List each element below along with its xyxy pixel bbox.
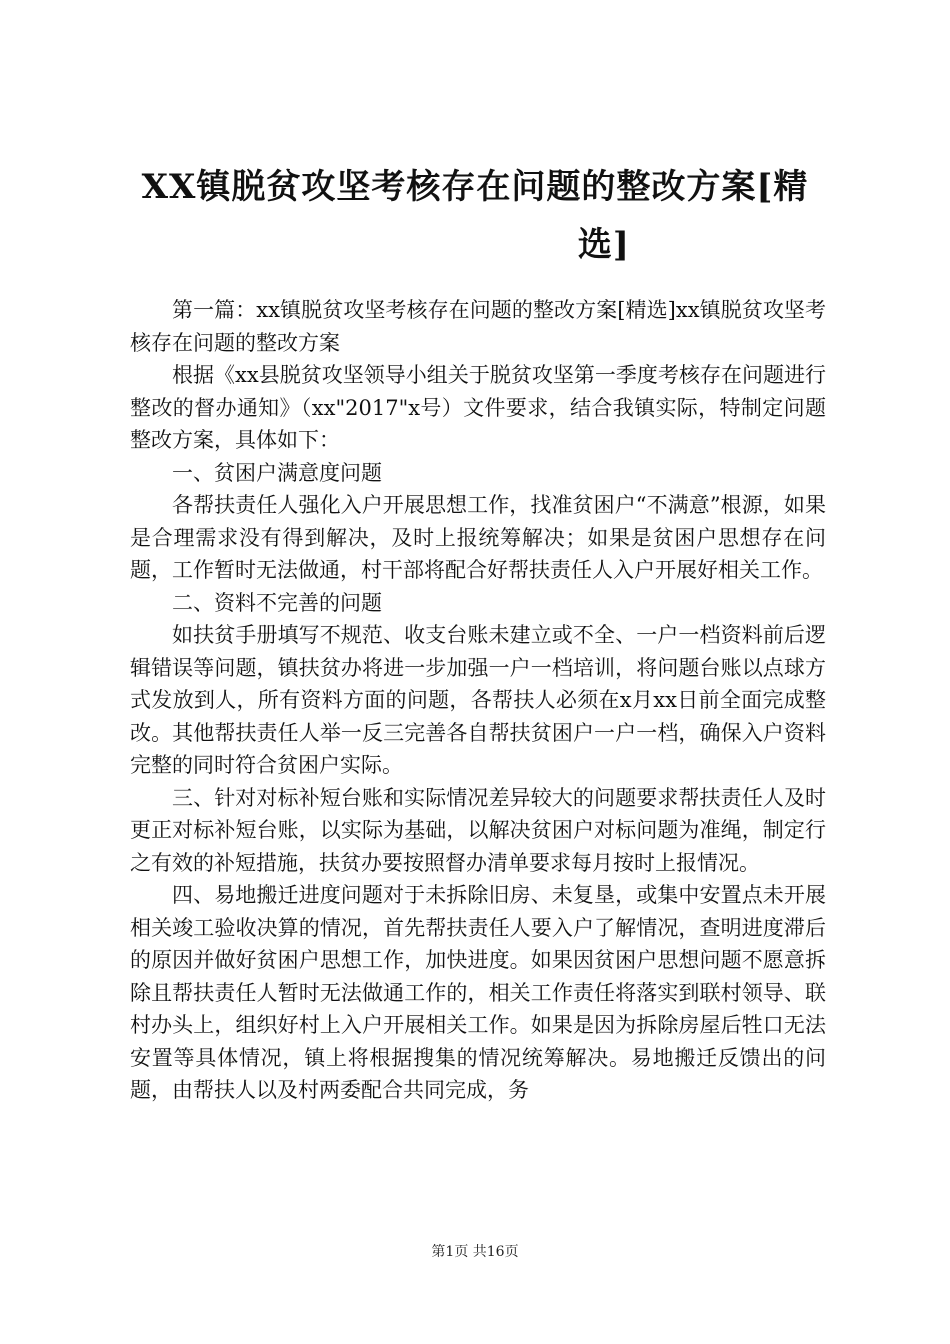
title-line-2: 选] — [577, 225, 630, 265]
page-footer: 第1页 共16页 — [431, 1244, 519, 1260]
paragraph: 根据《xx县脱贫攻坚领导小组关于脱贫攻坚第一季度考核存在问题进行整改的督办通知》（xx"2017"x号）文件要求，结合我镇实际，特制定问题整改方案，具体如下： — [130, 363, 826, 452]
section-heading: 二、资料不完善的问题 — [172, 590, 382, 615]
title-line-1: XX镇脱贫攻坚考核存在问题的整改方案[精 — [141, 167, 809, 207]
paragraph: 第一篇：xx镇脱贫攻坚考核存在问题的整改方案[精选]xx镇脱贫攻坚考核存在问题的整改方案 — [130, 298, 826, 355]
document-title — [130, 158, 820, 274]
paragraph: 四、易地搬迁进度问题对于未拆除旧房、未复垦，或集中安置点未开展相关竣工验收决算的情况，首先帮扶责任人要入户了解情况，查明进度滞后的原因并做好贫困户思想工作，加快进度。如果因贫困户思想问题不愿意拆除且帮扶责任人暂时无法做通工作的，相关工作责任将落实到联村领导、联村办头上，组织好村上入户开展相关工作。如果是因为拆除房屋后牲口无法安置等具体情况，镇上将根据搜集的情况统筹解决。易地搬迁反馈出的问题，由帮扶人以及村两委配合共同完成，务 — [130, 883, 826, 1102]
paragraph: 各帮扶责任人强化入户开展思想工作，找准贫困户“不满意”根源，如果是合理需求没有得到解决，及时上报统筹解决；如果是贫困户思想存在问题，工作暂时无法做通，村干部将配合好帮扶责任人入户开展好相关工作。 — [130, 493, 826, 582]
section-heading: 一、贫困户满意度问题 — [172, 460, 382, 485]
paragraph: 三、针对对标补短台账和实际情况差异较大的问题要求帮扶责任人及时更正对标补短台账，以实际为基础，以解决贫困户对标问题为准绳，制定行之有效的补短措施，扶贫办要按照督办清单要求每月按时上报情况。 — [130, 785, 826, 875]
paragraph: 如扶贫手册填写不规范、收支台账未建立或不全、一户一档资料前后逻辑错误等问题，镇扶贫办将进一步加强一户一档培训，将问题台账以点球方式发放到人，所有资料方面的问题，各帮扶人必须在x月xx日前全面完成整改。其他帮扶责任人举一反三完善各自帮扶贫困户一户一档，确保入户资料完整的同时符合贫困户实际。 — [130, 623, 826, 777]
document-body — [130, 294, 826, 1107]
